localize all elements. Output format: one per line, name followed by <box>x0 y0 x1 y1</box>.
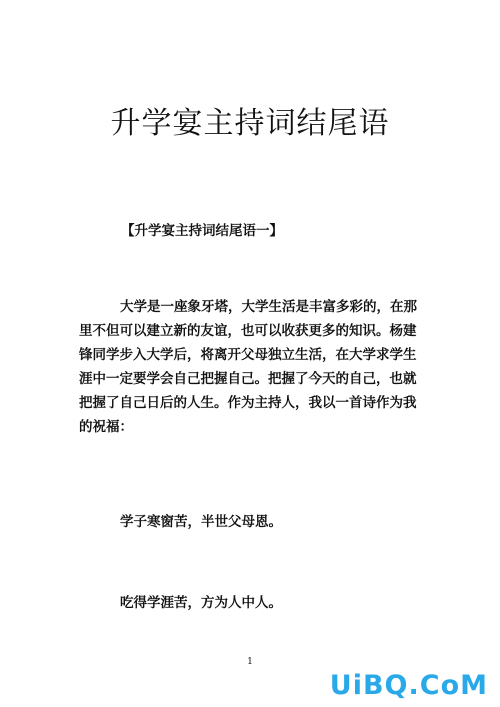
section-heading: 【升学宴主持词结尾语一】 <box>121 223 283 239</box>
paragraph-line: 的祝福： <box>79 419 133 435</box>
paragraph-line: 里不但可以建立新的友谊，也可以收获更多的知识。杨建 <box>79 323 417 339</box>
page-number: 1 <box>247 657 253 667</box>
paragraph-line: 锋同学步入大学后，将离开父母独立生活，在大学求学生 <box>79 347 417 363</box>
site-watermark: UiBQ.CoM <box>329 670 488 701</box>
paragraph-line: 把握了自己日后的人生。作为主持人，我以一首诗作为我 <box>79 395 417 411</box>
paragraph-line: 涯中一定要学会自己把握自己。把握了今天的自己，也就 <box>79 371 417 387</box>
document-title: 升学宴主持词结尾语 <box>110 106 390 142</box>
paragraph-line: 大学是一座象牙塔，大学生活是丰富多彩的，在那 <box>120 299 417 315</box>
poem-line-2: 吃得学涯苦，方为人中人。 <box>120 595 282 611</box>
body-paragraph <box>79 295 419 439</box>
poem-line-1: 学子寒窗苦，半世父母恩。 <box>120 514 282 530</box>
